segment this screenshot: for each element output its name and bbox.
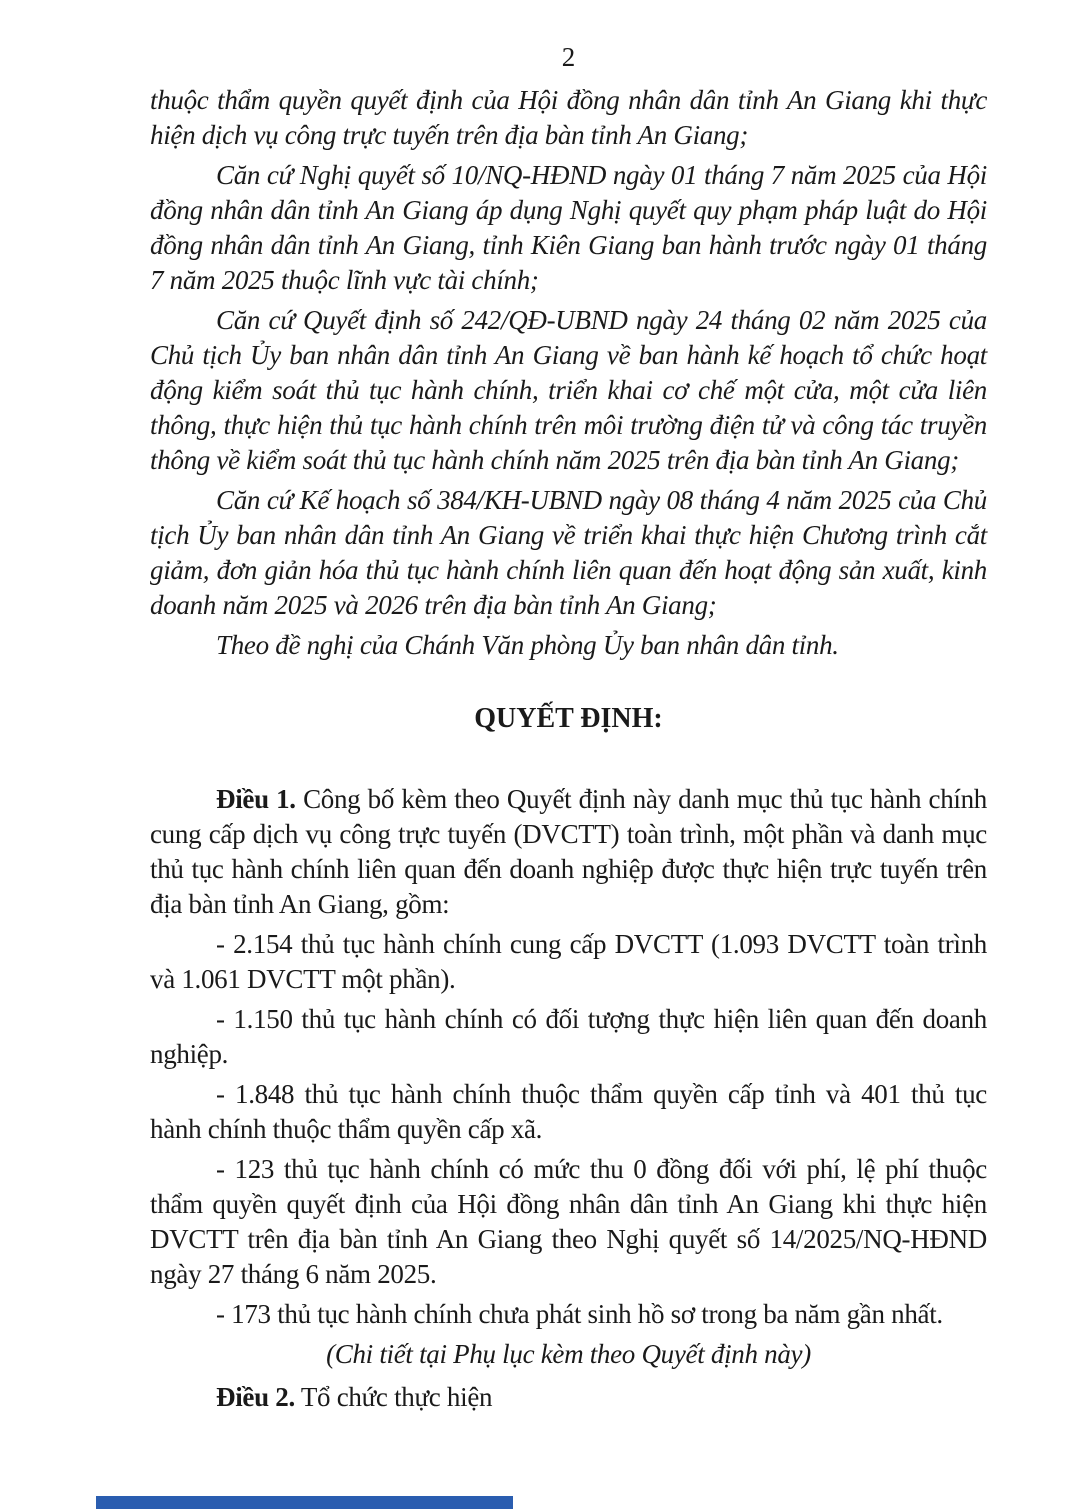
preamble-paragraph-can-cu-nghi-quyet: Căn cứ Nghị quyết số 10/NQ-HĐND ngày 01 tháng 7 năm 2025 của Hội đồng nhân dân tỉnh An Giang áp dụng Nghị quyết quy phạm pháp luật do Hội đồng nhân dân tỉnh An Giang, tỉnh Kiên Giang ban hành trước ngày 01 tháng 7 năm 2025 thuộc lĩnh vực tài chính; bbox=[150, 160, 987, 295]
footer-highlight-bar bbox=[96, 1496, 513, 1509]
bullet-item-phi-le-phi: - 123 thủ tục hành chính có mức thu 0 đồng đối với phí, lệ phí thuộc thẩm quyền quyết định của Hội đồng nhân dân tỉnh An Giang khi thực hiện DVCTT trên địa bàn tỉnh An Giang theo Nghị quyết số 14/2025/NQ-HĐND ngày 27 tháng 6 năm 2025. bbox=[150, 1154, 987, 1289]
bullet-item-dvctt-total: - 2.154 thủ tục hành chính cung cấp DVCTT (1.093 DVCTT toàn trình và 1.061 DVCTT một phần). bbox=[150, 929, 987, 994]
bullet-item-cap-tinh-cap-xa: - 1.848 thủ tục hành chính thuộc thẩm quyền cấp tỉnh và 401 thủ tục hành chính thuộc thẩm quyền cấp xã. bbox=[150, 1079, 987, 1144]
preamble-paragraph-continuation: thuộc thẩm quyền quyết định của Hội đồng nhân dân tỉnh An Giang khi thực hiện dịch vụ công trực tuyến trên địa bàn tỉnh An Giang; bbox=[150, 85, 987, 150]
bullet-item-chua-phat-sinh: - 173 thủ tục hành chính chưa phát sinh hồ sơ trong ba năm gần nhất. bbox=[216, 1299, 943, 1329]
document-content bbox=[150, 40, 987, 1420]
article-1 bbox=[150, 782, 987, 922]
bullet-item-doanh-nghiep: - 1.150 thủ tục hành chính có đối tượng thực hiện liên quan đến doanh nghiệp. bbox=[150, 1004, 987, 1069]
appendix-note: (Chi tiết tại Phụ lục kèm theo Quyết định này) bbox=[326, 1339, 811, 1369]
article-2 bbox=[150, 1380, 987, 1415]
preamble-paragraph-can-cu-ke-hoach: Căn cứ Kế hoạch số 384/KH-UBND ngày 08 tháng 4 năm 2025 của Chủ tịch Ủy ban nhân dân tỉnh An Giang về triển khai thực hiện Chương trình cắt giảm, đơn giản hóa thủ tục hành chính liên quan đến hoạt động sản xuất, kinh doanh năm 2025 và 2026 trên địa bàn tỉnh An Giang; bbox=[150, 485, 987, 620]
preamble-paragraph-can-cu-quyet-dinh: Căn cứ Quyết định số 242/QĐ-UBND ngày 24 tháng 02 năm 2025 của Chủ tịch Ủy ban nhân dân tỉnh An Giang về ban hành kế hoạch tổ chức hoạt động kiểm soát thủ tục hành chính, triển khai cơ chế một cửa, một cửa liên thông, thực hiện thủ tục hành chính trên môi trường điện tử và công tác truyền thông về kiểm soát thủ tục hành chính năm 2025 trên địa bàn tỉnh An Giang; bbox=[150, 305, 987, 475]
article-1-text: Công bố kèm theo Quyết định này danh mục thủ tục hành chính cung cấp dịch vụ công trực tuyến (DVCTT) toàn trình, một phần và danh mục thủ tục hành chính liên quan đến doanh nghiệp được thực hiện trực tuyến trên địa bàn tỉnh An Giang, gồm: bbox=[150, 784, 988, 919]
article-1-label: Điều 1. bbox=[216, 784, 296, 814]
decision-heading: QUYẾT ĐỊNH: bbox=[474, 703, 663, 734]
page-number: 2 bbox=[561, 42, 576, 72]
preamble-paragraph-theo-de-nghi: Theo đề nghị của Chánh Văn phòng Ủy ban nhân dân tỉnh. bbox=[216, 630, 839, 660]
article-2-label: Điều 2. bbox=[216, 1382, 295, 1412]
article-2-text: Tổ chức thực hiện bbox=[294, 1382, 493, 1412]
